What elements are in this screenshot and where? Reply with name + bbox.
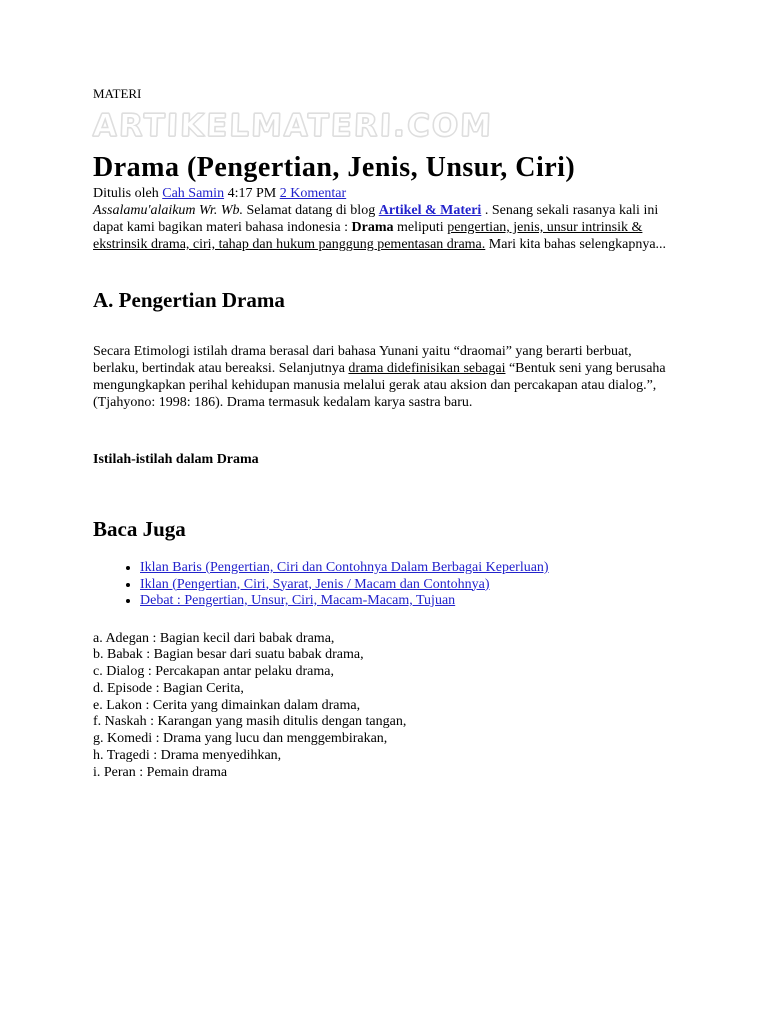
intro-underlined-text: pengertian, jenis, unsur intrinsik & ekstrinsik drama, ciri, tahap dan hukum panggung pementasan drama. xyxy=(93,220,643,252)
page-title: Drama (Pengertian, Jenis, Unsur, Ciri) xyxy=(93,152,576,183)
post-time: 4:17 PM xyxy=(227,186,277,201)
term-line-tragedi: h. Tragedi : Drama menyedihkan, xyxy=(93,748,282,764)
byline xyxy=(93,185,678,202)
section-heading-pengertian-drama: A. Pengertian Drama xyxy=(93,288,285,312)
term-line-episode: d. Episode : Bagian Cerita, xyxy=(93,680,244,696)
blog-link[interactable]: Artikel & Materi xyxy=(378,203,482,218)
comments-link[interactable]: 2 Komentar xyxy=(279,186,347,201)
site-logo-watermark: ARTIKELMATERI.COM xyxy=(92,108,494,144)
related-links-list xyxy=(93,560,678,610)
pengertian-underlined-text: drama didefinisikan sebagai xyxy=(348,361,506,376)
intro-bold-word: Drama xyxy=(351,220,394,235)
intro-text-2: . Senang sekali rasanya kali ini dapat kami bagikan materi bahasa indonesia : xyxy=(93,203,659,235)
terms-list xyxy=(93,631,678,782)
pengertian-text-2: “Bentuk seni yang berusaha mengungkapkan perihal kehidupan manusia melalui gerak atau aksion dan percakapan atau dialog.”, (Tjahyono: 1998: 186). Drama termasuk kedalam karya sastra baru. xyxy=(93,361,666,410)
term-line-naskah: f. Naskah : Karangan yang masih ditulis dengan tangan, xyxy=(93,714,407,730)
related-link-iklan-baris[interactable]: Iklan Baris (Pengertian, Ciri dan Contohnya Dalam Berbagai Keperluan) xyxy=(140,560,549,575)
term-line-babak: b. Babak : Bagian besar dari suatu babak drama, xyxy=(93,647,364,663)
term-line-komedi: g. Komedi : Drama yang lucu dan menggembirakan, xyxy=(93,731,388,747)
heading-baca-juga: Baca Juga xyxy=(93,517,186,541)
intro-text-1: Selamat datang di blog xyxy=(243,203,379,218)
byline-prefix: Ditulis oleh xyxy=(93,186,159,201)
term-line-adegan: a. Adegan : Bagian kecil dari babak drama, xyxy=(93,630,335,646)
term-line-lakon: e. Lakon : Cerita yang dimainkan dalam drama, xyxy=(93,697,361,713)
term-line-peran: i. Peran : Pemain drama xyxy=(93,764,228,780)
subheading-istilah: Istilah-istilah dalam Drama xyxy=(93,452,259,467)
intro-text-3: meliputi xyxy=(393,220,448,235)
list-item xyxy=(140,593,678,610)
pengertian-paragraph xyxy=(93,343,678,411)
pengertian-text-1: Secara Etimologi istilah drama berasal dari bahasa Yunani yaitu “draomai” yang berarti berbuat, berlaku, bertindak atau bereaksi. Selanjutnya xyxy=(93,344,632,376)
list-item xyxy=(140,577,678,594)
related-link-debat[interactable]: Debat : Pengertian, Unsur, Ciri, Macam-Macam, Tujuan xyxy=(140,593,456,608)
salutation-text: Assalamu'alaikum Wr. Wb. xyxy=(93,203,243,218)
intro-paragraph xyxy=(93,202,678,253)
kicker-label: MATERI xyxy=(93,86,142,101)
list-item xyxy=(140,560,678,577)
author-link[interactable]: Cah Samin xyxy=(162,186,225,201)
related-link-iklan[interactable]: Iklan (Pengertian, Ciri, Syarat, Jenis / Macam dan Contohnya) xyxy=(140,576,490,592)
term-line-dialog: c. Dialog : Percakapan antar pelaku drama, xyxy=(93,664,335,680)
intro-text-4: Mari kita bahas selengkapnya... xyxy=(485,237,667,252)
